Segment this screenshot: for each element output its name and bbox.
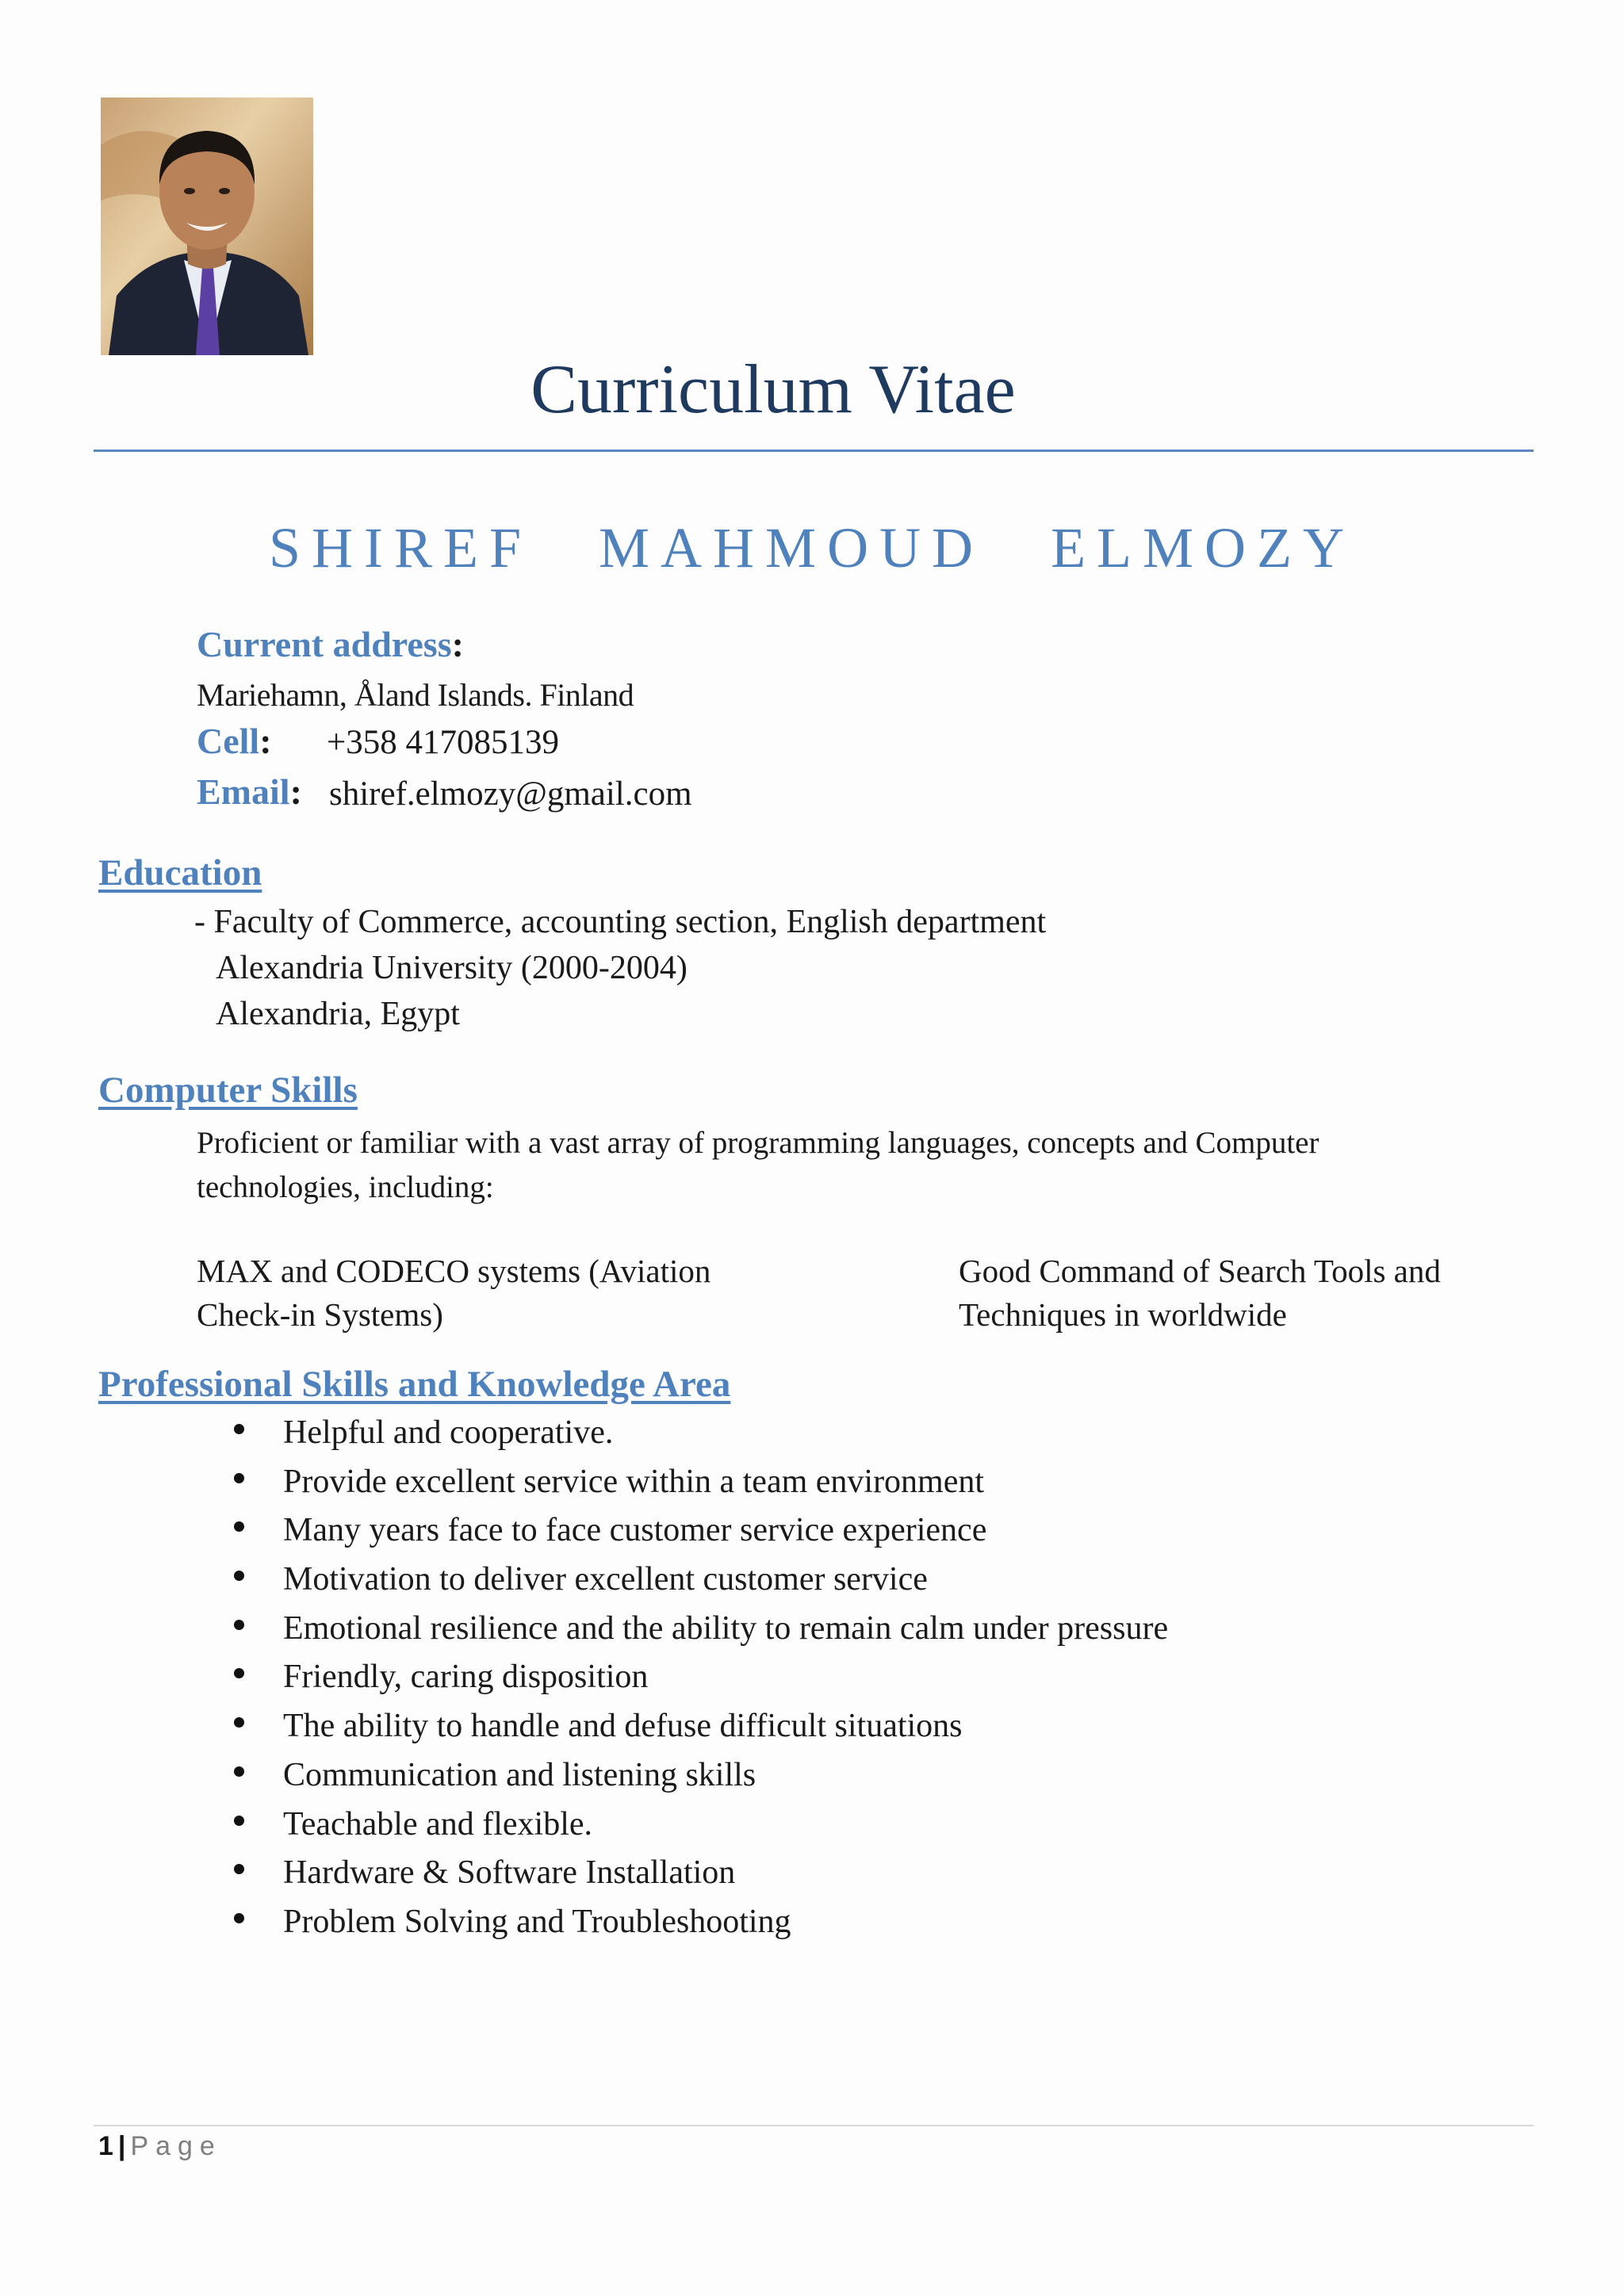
education-degree: - Faculty of Commerce, accounting section, English department: [194, 904, 1047, 940]
education-location: Alexandria, Egypt: [216, 996, 460, 1032]
bullet-icon: [234, 1620, 244, 1630]
list-item: The ability to handle and defuse difficult situations: [234, 1709, 1423, 1758]
person-portrait-icon: [101, 98, 313, 355]
footer-separator: |: [117, 2131, 126, 2161]
bullet-icon: [234, 1424, 244, 1434]
page-label: Page: [130, 2131, 222, 2161]
computer-skills-heading: Computer Skills: [98, 1070, 358, 1111]
bullet-icon: [234, 1766, 244, 1777]
list-item: Motivation to deliver excellent customer service: [234, 1563, 1423, 1612]
title-divider: [94, 450, 1534, 452]
professional-skills-heading: Professional Skills and Knowledge Area: [98, 1364, 731, 1405]
footer-divider: [94, 2125, 1534, 2126]
document-title: Curriculum Vitae: [530, 351, 1016, 428]
list-item: Problem Solving and Troubleshooting: [234, 1905, 1423, 1954]
list-item: Emotional resilience and the ability to remain calm under pressure: [234, 1612, 1423, 1661]
middle-name: MAHMOUD: [599, 516, 985, 580]
bullet-icon: [234, 1913, 244, 1923]
computer-skill-item: Good Command of Search Tools and Techniques in worldwide: [959, 1253, 1441, 1333]
bullet-icon: [234, 1864, 244, 1874]
list-item: Communication and listening skills: [234, 1758, 1423, 1808]
bullet-icon: [234, 1816, 244, 1826]
bullet-icon: [234, 1521, 244, 1532]
cell-label: Cell:: [197, 721, 272, 761]
bullet-icon: [234, 1473, 244, 1483]
email-value[interactable]: shiref.elmozy@gmail.com: [329, 775, 692, 813]
professional-skills-list: [234, 1416, 1423, 1954]
email-label: Email:: [197, 771, 302, 812]
page-footer: [98, 2133, 222, 2160]
cell-value: +358 417085139: [327, 724, 560, 761]
last-name: ELMOZY: [1051, 516, 1356, 580]
address-value: Mariehamn, Åland Islands. Finland: [197, 677, 634, 713]
list-item: Hardware & Software Installation: [234, 1856, 1423, 1905]
education-university: Alexandria University (2000-2004): [216, 950, 688, 986]
first-name: SHIREF: [268, 516, 533, 580]
address-label: Current address:: [197, 624, 464, 664]
computer-skills-intro: Proficient or familiar with a vast array of programming languages, concepts and Computer technologies, including:: [197, 1126, 1320, 1204]
bullet-icon: [234, 1571, 244, 1581]
list-item: Helpful and cooperative.: [234, 1416, 1423, 1465]
list-item: Many years face to face customer service experience: [234, 1513, 1423, 1563]
list-item: Friendly, caring disposition: [234, 1660, 1423, 1709]
computer-skill-item: MAX and CODECO systems (Aviation Check-in Systems): [197, 1253, 711, 1333]
bullet-icon: [234, 1717, 244, 1728]
profile-photo: [101, 98, 313, 355]
education-heading: Education: [98, 852, 262, 894]
page-number: 1: [98, 2131, 113, 2161]
list-item: Teachable and flexible.: [234, 1808, 1423, 1857]
candidate-name: [0, 516, 1624, 580]
list-item: Provide excellent service within a team environment: [234, 1465, 1423, 1514]
bullet-icon: [234, 1668, 244, 1678]
